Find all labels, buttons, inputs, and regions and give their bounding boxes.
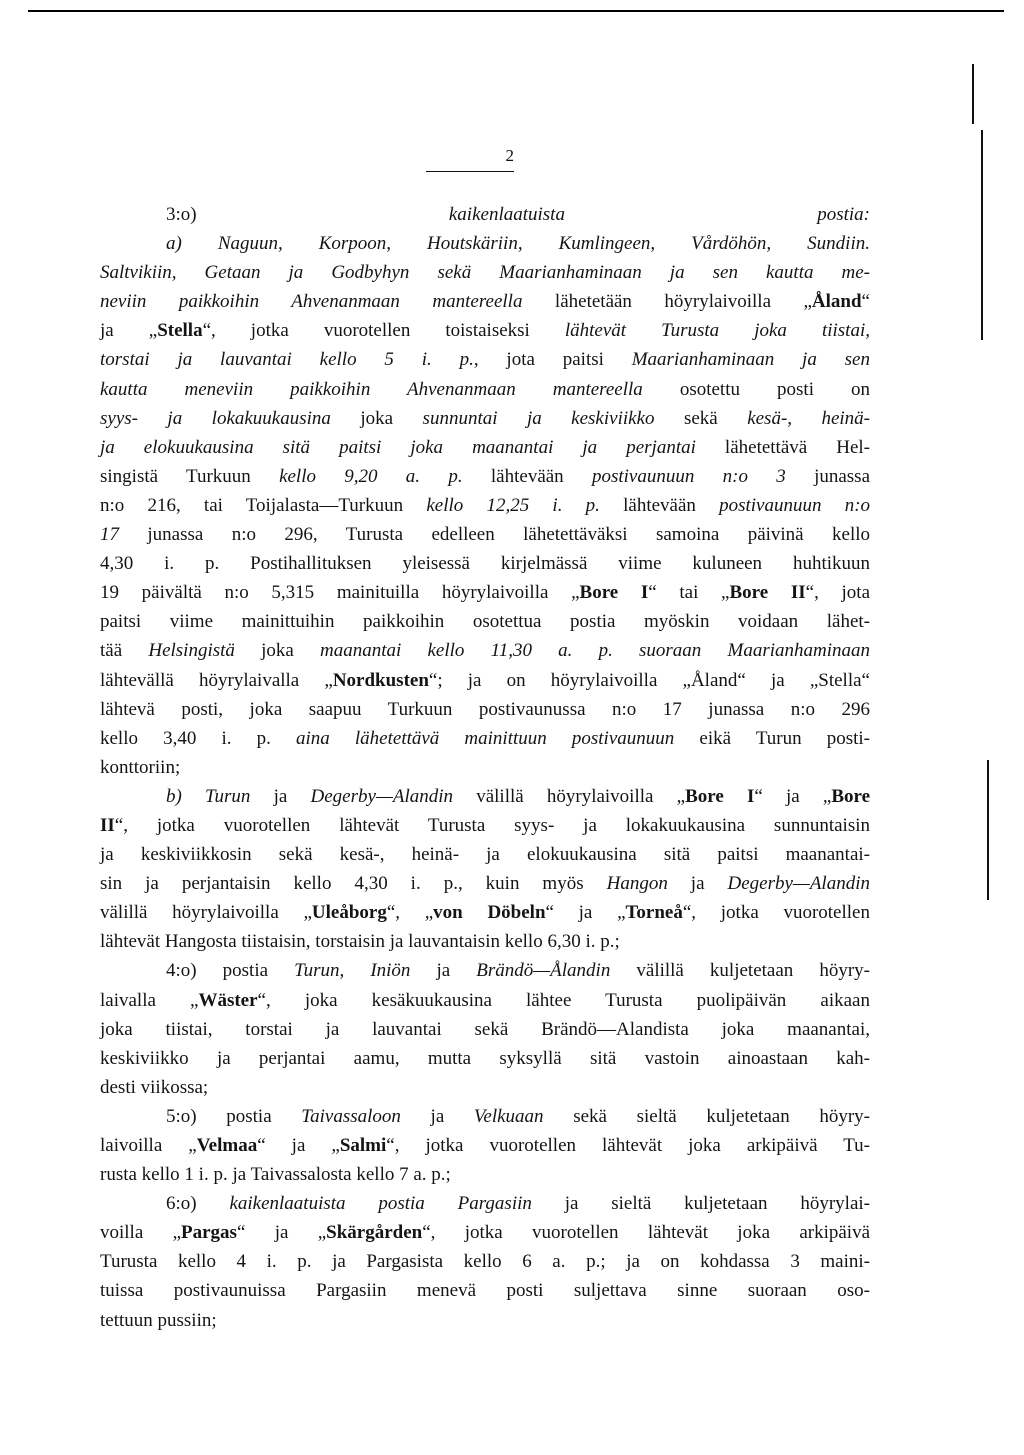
text-line: keskiviikko ja perjantai aamu, mutta syksyllä sitä vastoin ainoastaan kah- [100,1047,870,1069]
text-line: syys- ja lokakuukausina joka sunnuntai ja keskiviikko sekä kesä-, heinä- [100,407,871,429]
text-line: a) Naguun, Korpoon, Houtskäriin, Kumlingeen, Vårdöhön, Sundiin. [166,233,870,255]
text-line: desti viikossa; [100,1076,209,1098]
text-line: 5:o) postia Taivassaloon ja Velkuaan sekä sieltä kuljetetaan höyry- [166,1105,870,1127]
margin-mark [987,760,989,900]
page-number-rule [426,171,514,172]
text-line: b) Turun ja Degerby—Alandin välillä höyrylaivoilla „Bore I“ ja „Bore [166,785,871,807]
text-line: II“, jotka vuorotellen lähtevät Turusta syys- ja lokakuukausina sunnuntaisin [100,814,870,836]
text-line: neviin paikkoihin Ahvenanmaan mantereella lähetetään höyrylaivoilla „Åland“ [100,291,870,313]
text-line: konttoriin; [100,756,181,778]
text-line: kello 3,40 i. p. aina lähetettävä mainittuun postivaunuun eikä Turun posti- [100,727,870,749]
text-line: tuissa postivaunuissa Pargasiin menevä posti suljettava sinne suoraan oso- [100,1280,870,1302]
margin-mark [981,130,983,340]
margin-mark [972,64,974,124]
text-line: 4:o) postia Turun, Iniön ja Brändö—Ålandin välillä kuljetetaan höyry- [166,960,870,982]
text-line: Turusta kello 4 i. p. ja Pargasista kello 6 a. p.; ja on kohdassa 3 maini- [100,1251,870,1273]
text-line: tettuun pussiin; [100,1309,217,1331]
text-line: singistä Turkuun kello 9,20 a. p. lähtevään postivaunuun n:o 3 junassa [100,465,871,487]
text-line: 17 junassa n:o 296, Turusta edelleen lähetettäväksi samoina päivinä kello [100,524,870,546]
text-line: n:o 216, tai Toijalasta—Turkuun kello 12,25 i. p. lähtevään postivaunuun n:o [100,494,871,516]
text-line: sin ja perjantaisin kello 4,30 i. p., kuin myös Hangon ja Degerby—Alandin [100,873,870,895]
text-line: ja keskiviikkosin sekä kesä-, heinä- ja elokuukausina sitä paitsi maanantai- [100,844,870,866]
text-line: paitsi viime mainittuihin paikkoihin osotettua postia myöskin voidaan lähet- [100,611,870,633]
top-rule [28,10,1004,12]
page-number: 2 [505,146,514,165]
text-line: torstai ja lauvantai kello 5 i. p., jota paitsi Maarianhaminaan ja sen [100,349,870,371]
text-line: laivalla „Wäster“, joka kesäkuukausina lähtee Turusta puolipäivän aikaan [100,989,870,1011]
text-line: 19 päivältä n:o 5,315 mainituilla höyrylaivoilla „Bore I“ tai „Bore II“, jota [100,582,870,604]
text-line: laivoilla „Velmaa“ ja „Salmi“, jotka vuorotellen lähtevät joka arkipäivä Tu- [100,1135,870,1156]
text-line: tää Helsingistä joka maanantai kello 11,30 a. p. suoraan Maarianhaminaan [100,640,870,662]
text-line: rusta kello 1 i. p. ja Taivassalosta kello 7 a. p.; [100,1164,451,1186]
text-line: lähtevä posti, joka saapuu Turkuun postivaunussa n:o 17 junassa n:o 296 [100,698,870,720]
body-text [100,200,870,1335]
text-line: 6:o) kaikenlaatuista postia Pargasiin ja sieltä kuljetetaan höyrylai- [166,1193,870,1215]
text-line: joka tiistai, torstai ja lauvantai sekä Brändö—Alandista joka maanantai, [100,1018,870,1040]
text-line: Saltvikiin, Getaan ja Godbyhyn sekä Maarianhaminaan ja sen kautta me- [100,262,870,284]
text-line: 3:o) kaikenlaatuista postia: [166,204,870,225]
text-line: ja elokuukausina sitä paitsi joka maanantai ja perjantai lähetettävä Hel- [100,436,870,458]
text-line: lähtevällä höyrylaivalla „Nordkusten“; ja on höyrylaivoilla „Åland“ ja „Stella“ [100,669,870,691]
text-line: 4,30 i. p. Postihallituksen yleisessä kirjelmässä viime kuluneen huhtikuun [100,553,870,575]
text-line: ja „Stella“, jotka vuorotellen toistaiseksi lähtevät Turusta joka tiistai, [100,320,870,342]
text-line: lähtevät Hangosta tiistaisin, torstaisin ja lauvantaisin kello 6,30 i. p.; [100,931,620,953]
text-line: voilla „Pargas“ ja „Skärgården“, jotka vuorotellen lähtevät joka arkipäivä [100,1222,871,1244]
text-line: kautta meneviin paikkoihin Ahvenanmaan mantereella osotettu posti on [100,378,870,400]
text-line: välillä höyrylaivoilla „Uleåborg“, „von Döbeln“ ja „Torneå“, jotka vuorotellen [100,902,870,924]
